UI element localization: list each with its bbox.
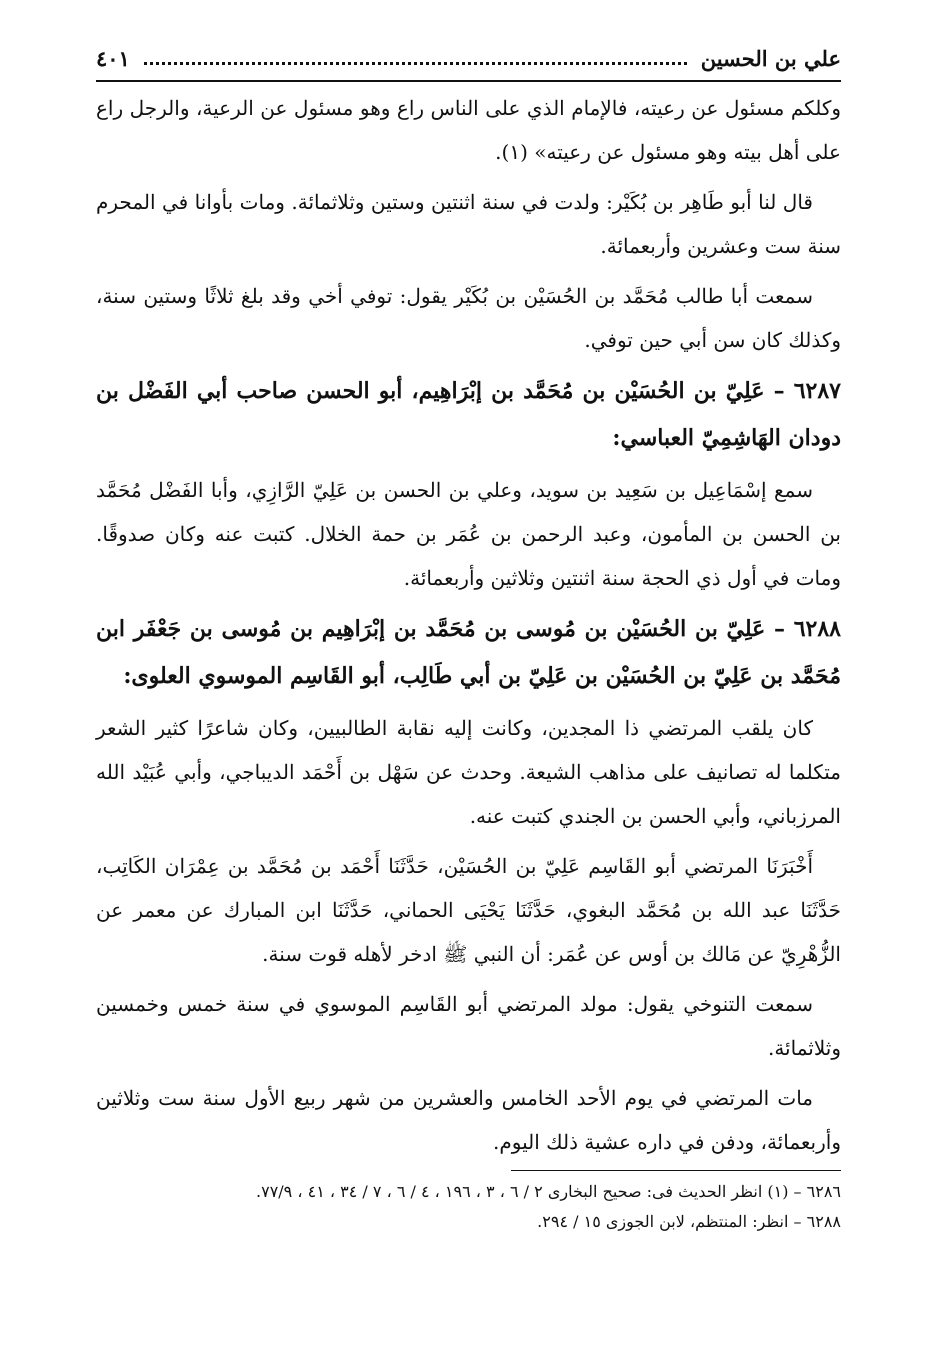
page-number: ٤٠١ xyxy=(96,45,130,71)
paragraph-brother-death: سمعت أبا طالب مُحَمَّد بن الحُسَيْن بن بُكَيْر يقول: توفي أخي وقد بلغ ثلاثًا وستين سنة، وكذلك كان سن أبي حين توفي. xyxy=(96,284,841,352)
paragraph-6288-hadith: أَخْبَرَنَا المرتضي أبو القَاسِم عَلِيّ بن الحُسَيْن، حَدَّثَنَا أَحْمَد بن مُحَمَّد بن عِمْرَان الكَاتِب، حَدَّثَنَا عبد الله بن مُحَمَّد البغوي، حَدَّثَنَا يَحْيَى الحماني، حَدَّثَنَا ابن المبارك عن معمر عن الزُّهْرِيّ عن مَالك بن أوس عن عُمَر: أن النبي ﷺ ادخر لأهله قوت سنة. xyxy=(96,854,841,966)
footnote-separator xyxy=(511,1170,841,1171)
entry-heading-6287: ٦٢٨٧ – عَلِيّ بن الحُسَيْن بن مُحَمَّد بن إبْرَاهِيم، أبو الحسن صاحب أبي الفَضْل بن دودان الهَاشِمِيّ العباسي: xyxy=(96,378,841,451)
running-head-title: علي بن الحسين xyxy=(700,45,841,71)
dotted-leader xyxy=(144,52,687,65)
book-page xyxy=(96,36,841,1237)
paragraph-6288-death: مات المرتضي في يوم الأحد الخامس والعشرين من شهر ربيع الأول سنة ست وثلاثين وأربعمائة، ودفن في داره عشية ذلك اليوم. xyxy=(96,1086,841,1154)
paragraph-continuation: وكلكم مسئول عن رعيته، فالإمام الذي على الناس راع وهو مسئول عن الرعية، والرجل راع على أهل بيته وهو مسئول عن رعيته» (١). xyxy=(96,96,841,164)
footnote-6288: ٦٢٨٨ – انظر: المنتظم، لابن الجوزى ١٥ / ٢٩٤. xyxy=(537,1212,841,1231)
paragraph-birth-death: قال لنا أبو طَاهِر بن بُكَيْر: ولدت في سنة اثنتين وستين وثلاثمائة. ومات بأوانا في المحرم سنة ست وعشرين وأربعمائة. xyxy=(96,190,841,258)
footnote-6286: ٦٢٨٦ – (١) انظر الحديث فى: صحيح البخارى ٢ / ٦ ، ٣ ، ١٩٦ ، ٤ / ٦ ، ٧ / ٣٤ ، ٤١ ، ٧٧/٩. xyxy=(256,1182,841,1201)
paragraph-6287-teachers: سمع إسْمَاعِيل بن سَعِيد بن سويد، وعلي بن الحسن بن عَلِيّ الرَّازِي، وأبا الفَضْل مُحَمَّد بن الحسن بن المأمون، وعبد الرحمن بن عُمَر بن حمة الخلال. كتبت عنه وكان صدوقًا. ومات في أول ذي الحجة سنة اثنتين وثلاثين وأربعمائة. xyxy=(96,478,841,590)
paragraph-6288-bio: كان يلقب المرتضي ذا المجدين، وكانت إليه نقابة الطالبيين، وكان شاعرًا كثير الشعر متكلما له تصانيف على مذاهب الشيعة. وحدث عن سَهْل بن أَحْمَد الديباجي، وأبي عُبَيْد الله المرزباني، وأبي الحسن بن الجندي كتبت عنه. xyxy=(96,716,841,828)
running-head xyxy=(96,36,841,82)
paragraph-6288-birth: سمعت التنوخي يقول: مولد المرتضي أبو القَاسِم الموسوي في سنة خمس وخمسين وثلاثمائة. xyxy=(96,992,841,1060)
entry-heading-6288: ٦٢٨٨ – عَلِيّ بن الحُسَيْن بن مُوسى بن مُحَمَّد بن إبْرَاهِيم بن مُوسى بن جَعْفَر ابن مُحَمَّد بن عَلِيّ بن الحُسَيْن بن عَلِيّ بن أبي طَالِب، أبو القَاسِم الموسوي العلوى: xyxy=(96,616,841,689)
